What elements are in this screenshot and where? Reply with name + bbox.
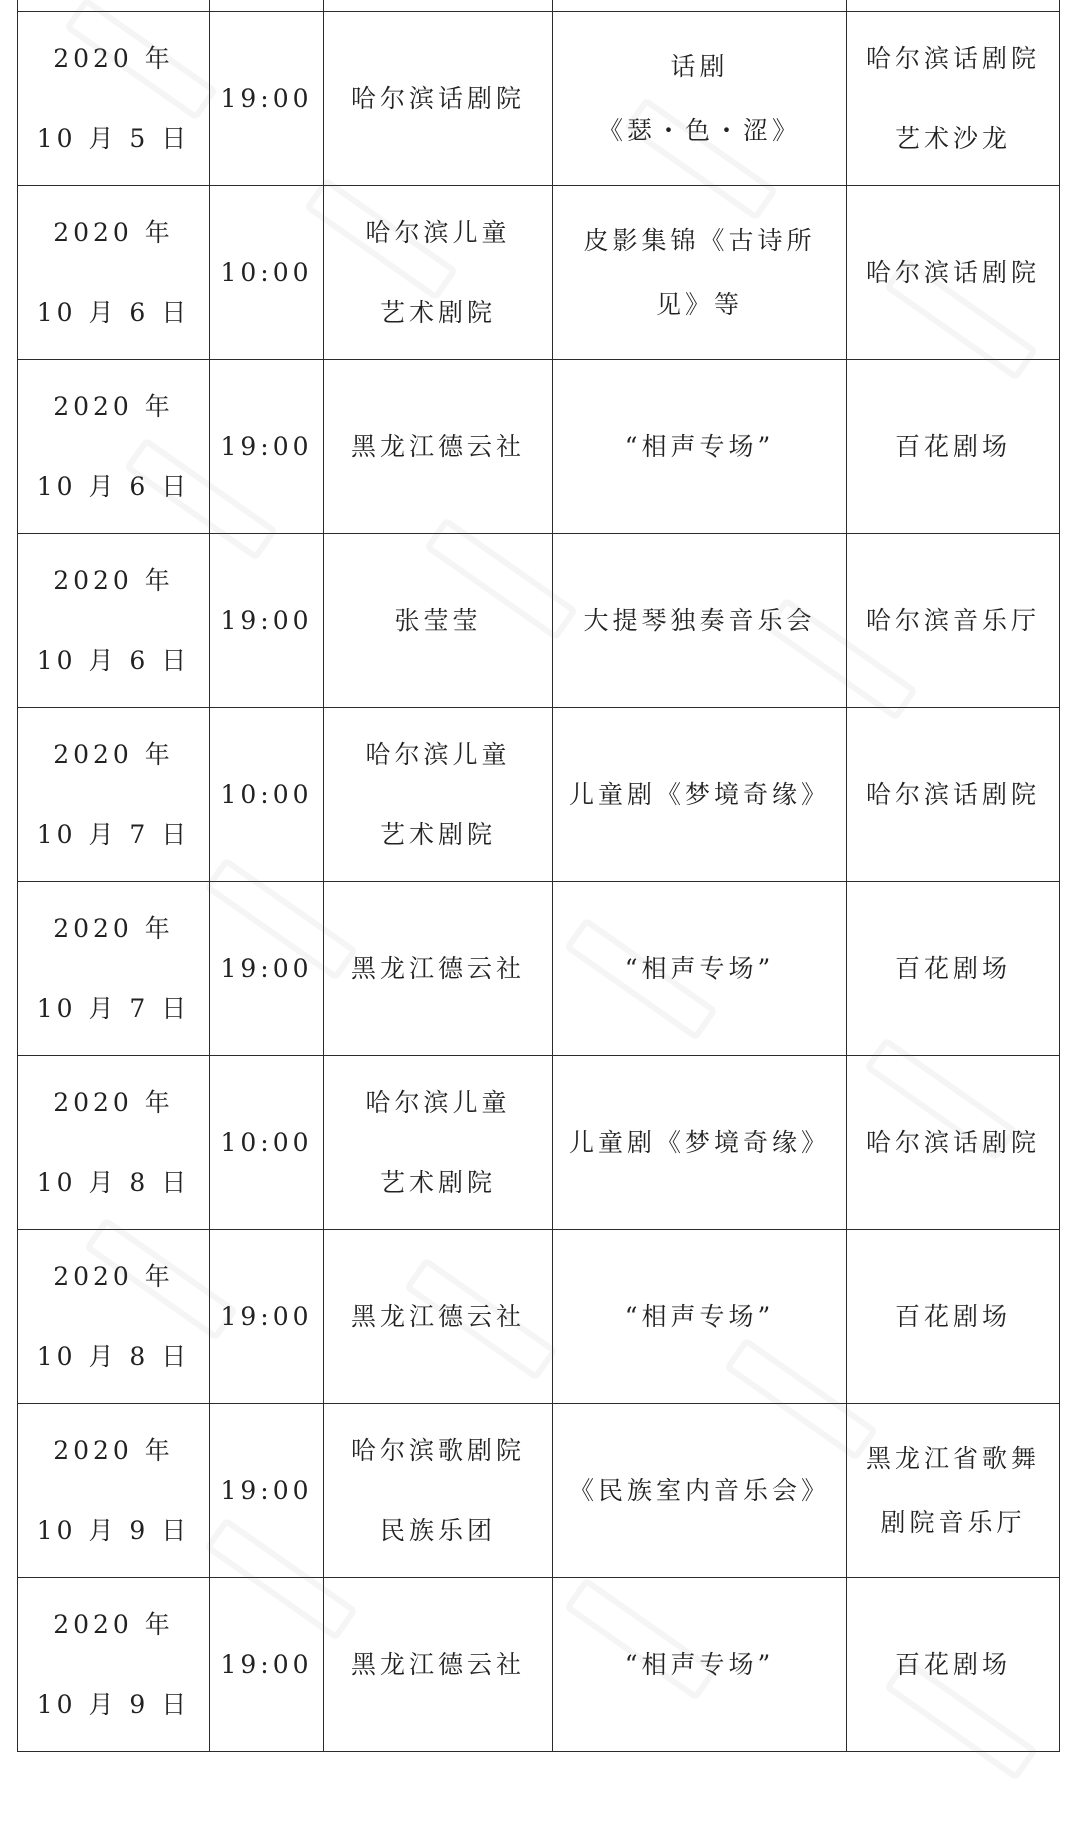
venue-cell-text: 哈尔滨音乐厅 <box>865 605 1040 635</box>
date-cell-text: 2020 年 <box>53 739 174 769</box>
time-cell <box>210 1404 324 1578</box>
program-cell-text: 皮影集锦《古诗所 <box>583 225 816 255</box>
table-row <box>18 1578 1060 1752</box>
performance-schedule-table <box>17 0 1060 1752</box>
venue-cell <box>847 360 1060 534</box>
performer-cell <box>324 882 553 1056</box>
table-body <box>18 0 1060 1752</box>
date-cell-text: 2020 年 <box>53 43 174 73</box>
table-row <box>18 708 1060 882</box>
time-cell-text: 19:00 <box>220 1649 313 1679</box>
time-cell <box>210 186 324 360</box>
date-cell <box>18 12 210 186</box>
program-cell <box>553 882 847 1056</box>
time-cell <box>210 882 324 1056</box>
program-cell <box>553 1404 847 1578</box>
performer-cell <box>324 534 553 708</box>
previous-row-stub <box>18 0 1060 12</box>
table-row <box>18 360 1060 534</box>
venue-cell <box>847 534 1060 708</box>
table-row <box>18 534 1060 708</box>
table-row <box>18 12 1060 186</box>
date-cell <box>18 1056 210 1230</box>
date-cell-text: 10 月 6 日 <box>36 471 191 501</box>
program-cell <box>553 534 847 708</box>
date-cell-text: 10 月 8 日 <box>36 1167 191 1197</box>
venue-cell <box>847 186 1060 360</box>
program-cell <box>553 186 847 360</box>
venue-cell-text: 哈尔滨话剧院 <box>865 779 1040 809</box>
performer-cell <box>324 12 553 186</box>
time-cell-text: 10:00 <box>220 1127 313 1157</box>
venue-cell-text: 剧院音乐厅 <box>880 1507 1026 1537</box>
performer-cell-text: 黑龙江德云社 <box>350 953 525 983</box>
date-cell-text: 2020 年 <box>53 1261 174 1291</box>
program-cell-text: “相声专场” <box>624 953 775 983</box>
table-row <box>18 1404 1060 1578</box>
date-cell-text: 2020 年 <box>53 391 174 421</box>
time-cell <box>210 708 324 882</box>
time-cell-text: 19:00 <box>220 1301 313 1331</box>
program-cell-text: 《瑟・色・涩》 <box>597 115 801 145</box>
venue-cell <box>847 1578 1060 1752</box>
date-cell-text: 2020 年 <box>53 217 174 247</box>
time-cell-text: 19:00 <box>220 605 313 635</box>
date-cell-text: 2020 年 <box>53 913 174 943</box>
date-cell-text: 10 月 7 日 <box>36 993 191 1023</box>
performer-cell-text: 艺术剧院 <box>379 297 496 327</box>
program-cell-text: “相声专场” <box>624 1301 775 1331</box>
date-cell <box>18 360 210 534</box>
performer-cell-text: 哈尔滨儿童 <box>365 1087 511 1117</box>
table-row <box>18 1230 1060 1404</box>
venue-cell-text: 哈尔滨话剧院 <box>865 1127 1040 1157</box>
date-cell <box>18 186 210 360</box>
venue-cell-text: 黑龙江省歌舞 <box>865 1443 1040 1473</box>
performer-cell <box>324 708 553 882</box>
time-cell-text: 19:00 <box>220 431 313 461</box>
time-cell-text: 19:00 <box>220 83 313 113</box>
performer-cell <box>324 1404 553 1578</box>
performer-cell <box>324 1056 553 1230</box>
performer-cell <box>324 360 553 534</box>
date-cell-text: 2020 年 <box>53 1087 174 1117</box>
venue-cell <box>847 1056 1060 1230</box>
time-cell-text: 19:00 <box>220 953 313 983</box>
date-cell-text: 10 月 5 日 <box>36 123 191 153</box>
performer-cell-text: 民族乐团 <box>379 1515 496 1545</box>
date-cell <box>18 1404 210 1578</box>
performer-cell-text: 艺术剧院 <box>379 1167 496 1197</box>
venue-cell-text: 百花剧场 <box>894 953 1011 983</box>
time-cell-text: 10:00 <box>220 779 313 809</box>
time-cell <box>210 1056 324 1230</box>
performer-cell-text: 黑龙江德云社 <box>350 1301 525 1331</box>
date-cell-text: 10 月 9 日 <box>36 1515 191 1545</box>
performer-cell <box>324 186 553 360</box>
date-cell-text: 2020 年 <box>53 1435 174 1465</box>
program-cell <box>553 360 847 534</box>
performer-cell <box>324 1578 553 1752</box>
performer-cell-text: 哈尔滨儿童 <box>365 739 511 769</box>
date-cell <box>18 534 210 708</box>
venue-cell-text: 哈尔滨话剧院 <box>865 43 1040 73</box>
time-cell <box>210 534 324 708</box>
venue-cell <box>847 12 1060 186</box>
performer-cell-text: 张莹莹 <box>394 605 482 635</box>
time-cell-text: 19:00 <box>220 1475 313 1505</box>
table-row <box>18 1056 1060 1230</box>
performer-cell-text: 艺术剧院 <box>379 819 496 849</box>
date-cell-text: 2020 年 <box>53 1609 174 1639</box>
time-cell <box>210 1578 324 1752</box>
performer-cell-text: 黑龙江德云社 <box>350 1649 525 1679</box>
program-cell-text: “相声专场” <box>624 1649 775 1679</box>
venue-cell-text: 百花剧场 <box>894 431 1011 461</box>
program-cell <box>553 1578 847 1752</box>
venue-cell <box>847 882 1060 1056</box>
venue-cell <box>847 708 1060 882</box>
date-cell-text: 10 月 6 日 <box>36 297 191 327</box>
time-cell <box>210 12 324 186</box>
program-cell-text: 话剧 <box>670 51 729 81</box>
program-cell <box>553 1230 847 1404</box>
date-cell <box>18 1578 210 1752</box>
date-cell <box>18 708 210 882</box>
venue-cell <box>847 1404 1060 1578</box>
table-row <box>18 186 1060 360</box>
performer-cell-text: 哈尔滨话剧院 <box>350 83 525 113</box>
date-cell-text: 10 月 6 日 <box>36 645 191 675</box>
performer-cell-text: 哈尔滨歌剧院 <box>350 1435 525 1465</box>
performer-cell <box>324 1230 553 1404</box>
program-cell <box>553 1056 847 1230</box>
program-cell-text: “相声专场” <box>624 431 775 461</box>
time-cell <box>210 1230 324 1404</box>
venue-cell <box>847 1230 1060 1404</box>
performer-cell-text: 哈尔滨儿童 <box>365 217 511 247</box>
table-row <box>18 882 1060 1056</box>
program-cell-text: 儿童剧《梦境奇缘》 <box>568 779 830 809</box>
venue-cell-text: 百花剧场 <box>894 1301 1011 1331</box>
time-cell <box>210 360 324 534</box>
program-cell-text: 大提琴独奏音乐会 <box>583 605 816 635</box>
time-cell-text: 10:00 <box>220 257 313 287</box>
date-cell <box>18 882 210 1056</box>
date-cell-text: 10 月 8 日 <box>36 1341 191 1371</box>
program-cell <box>553 12 847 186</box>
program-cell-text: 《民族室内音乐会》 <box>568 1475 830 1505</box>
date-cell-text: 10 月 9 日 <box>36 1689 191 1719</box>
performer-cell-text: 黑龙江德云社 <box>350 431 525 461</box>
venue-cell-text: 百花剧场 <box>894 1649 1011 1679</box>
venue-cell-text: 艺术沙龙 <box>894 123 1011 153</box>
program-cell-text: 见》等 <box>655 289 743 319</box>
program-cell-text: 儿童剧《梦境奇缘》 <box>568 1127 830 1157</box>
date-cell <box>18 1230 210 1404</box>
date-cell-text: 10 月 7 日 <box>36 819 191 849</box>
date-cell-text: 2020 年 <box>53 565 174 595</box>
program-cell <box>553 708 847 882</box>
venue-cell-text: 哈尔滨话剧院 <box>865 257 1040 287</box>
